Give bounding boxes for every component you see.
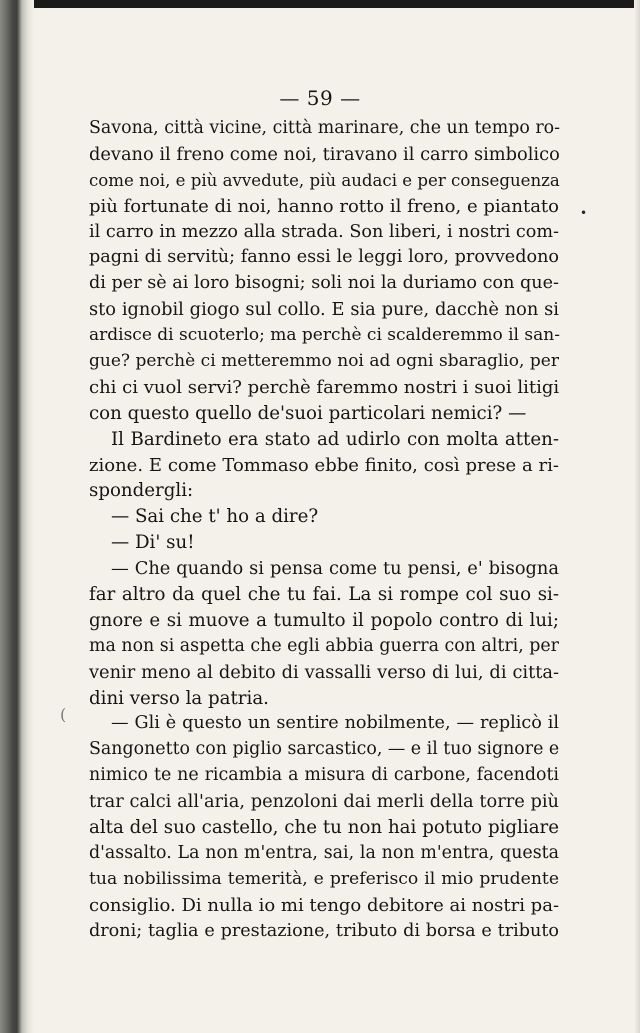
text-line: d'assalto. La non m'entra, sai, la non m'entra, questa [89,842,559,863]
text-line: — Gli è questo un sentire nobilmente, — replicò il [111,713,559,734]
text-line: trar calci all'aria, penzoloni dai merli della torre più [89,791,559,813]
text-line: — Di' su! [111,532,195,554]
margin-pencil-mark: ( [60,705,67,724]
text-line: come noi, e più avvedute, più audaci e per conseguenza [89,170,560,190]
text-line: più fortunate di noi, hanno rotto il freno, e piantato [89,195,559,217]
body-text [89,116,559,945]
text-line: chi ci vuol servi? perchè faremmo nostri i suoi litigi [89,376,560,398]
text-line: droni; taglia e prestazione, tributo di borsa e tributo [89,920,559,941]
text-line: ardisce di scuoterlo; ma perchè ci scalderemmo il san- [89,325,560,346]
text-line: tua nobilissima temerità, e preferisco il mio prudente [89,868,559,889]
page-number: — 59 — [279,86,361,110]
text-line: far altro da quel che tu fai. La si rompe col suo si- [89,584,559,606]
text-line: gnore e si muove a tumulto il popolo contro di lui; [89,609,559,631]
ink-speck-mark: • [580,206,588,220]
text-line: di per sè ai loro bisogni; soli noi la duriamo con que- [89,273,559,294]
text-line: gue? perchè ci metteremmo noi ad ogni sbaraglio, per [89,351,559,372]
text-line: venir meno al debito di vassalli verso di lui, di citta- [89,661,559,683]
page-binding-gutter [0,0,34,1033]
text-line: Sangonetto con piglio sarcastico, — e il tuo signore e [89,739,560,760]
text-line: nimico te ne ricambia a misura di carbone, facendoti [89,765,559,786]
text-line: zione. E come Tommaso ebbe finito, così prese a ri- [89,454,559,476]
text-line: dini verso la patria. [89,687,269,709]
text-line: Il Bardineto era stato ad udirlo con molta atten- [111,428,559,450]
text-line: il carro in mezzo alla strada. Son liberi, i nostri com- [89,221,559,242]
text-line: — Che quando si pensa come tu pensi, e' bisogna [111,558,559,580]
text-line: pagni di servitù; fanno essi le leggi loro, provvedono [89,247,559,268]
text-line: devano il freno come noi, tiravano il carro simbolico [89,143,560,165]
scan-right-edge [634,0,640,1033]
text-line: spondergli: [89,480,194,502]
text-line: Savona, città vicine, città marinare, che un tempo ro- [89,118,560,138]
text-line: alta del suo castello, che tu non hai potuto pigliare [89,817,559,839]
text-line: ma non si aspetta che egli abbia guerra con altri, per [89,635,559,656]
text-line: — Sai che t' ho a dire? [111,506,319,528]
text-line: consiglio. Di nulla io mi tengo debitore ai nostri pa- [89,894,560,916]
text-line: con questo quello de'suoi particolari nemici? — [89,402,527,424]
scan-top-edge [0,0,640,8]
text-line: sto ignobil giogo sul collo. E sia pure, dacchè non si [89,299,559,321]
